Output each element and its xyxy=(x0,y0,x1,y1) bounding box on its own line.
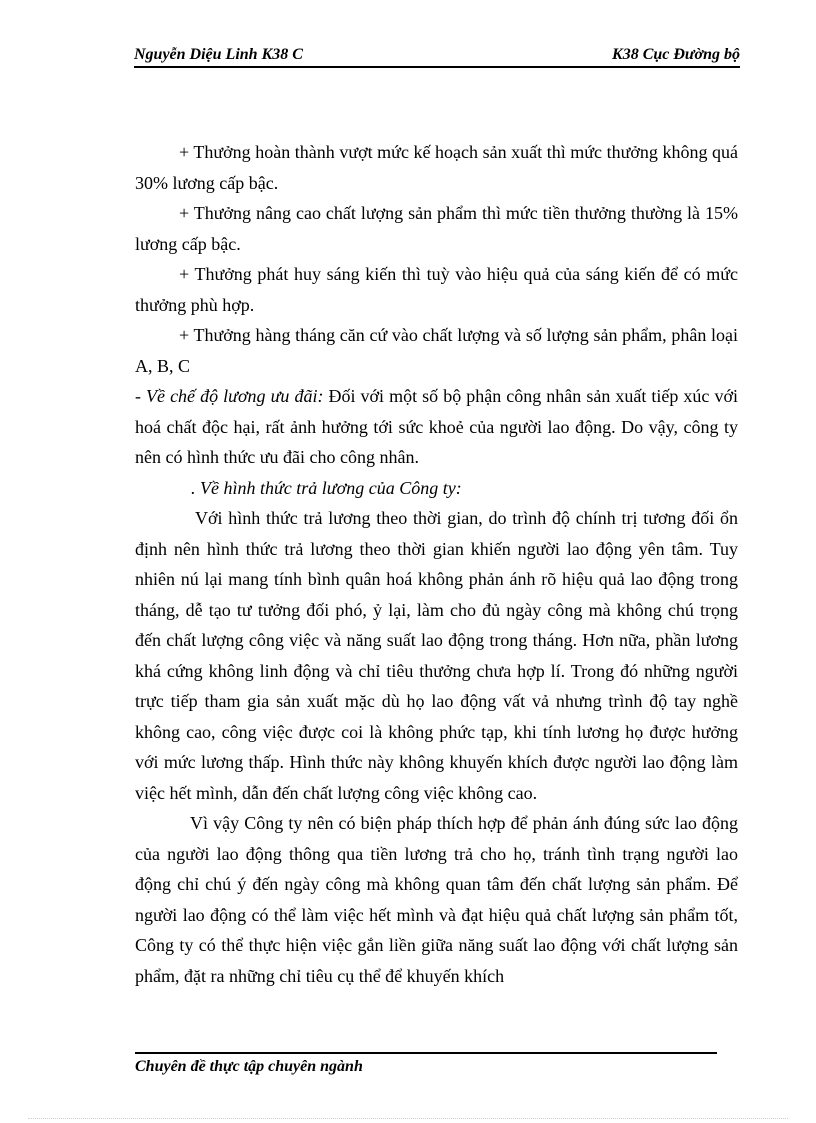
document-body xyxy=(135,137,738,991)
header-author: Nguyễn Diệu Linh K38 C xyxy=(134,46,303,63)
paragraph-time-based-pay: Với hình thức trả lương theo thời gian, do trình độ chính trị tương đối ổn định nên hình thức trả lương theo thời gian khiến người lao động yên tâm. Tuy nhiên nú lại mang tính bình quân hoá không phản ánh rõ hiệu quả lao động trong tháng, dễ tạo tư tưởng đối phó, ỷ lại, làm cho đủ ngày công mà không chú trọng đến chất lượng công việc và năng suất lao động trong tháng. Hơn nữa, phần lương khá cứng không linh động và chỉ tiêu thưởng chưa hợp lí. Trong đó những người trực tiếp tham gia sản xuất mặc dù họ lao động vất vả nhưng trình độ tay nghề không cao, công việc được coi là không phức tạp, khi tính lương họ được hưởng với mức lương thấp. Hình thức này không khuyến khích được người lao động làm việc hết mình, dẫn đến chất lượng công việc không cao. xyxy=(135,508,738,803)
footer-divider xyxy=(135,1052,717,1054)
paragraph-bonus-monthly: + Thưởng hàng tháng căn cứ vào chất lượng và số lượng sản phẩm, phân loại A, B, C xyxy=(135,325,738,376)
paragraph-bonus-plan: + Thưởng hoàn thành vượt mức kế hoạch sản xuất thì mức thưởng không quá 30% lương cấp bậc. xyxy=(135,142,738,193)
page-footer: Chuyên đề thực tập chuyên ngành xyxy=(135,1058,363,1075)
paragraph-preferential-pay xyxy=(135,381,738,473)
paragraph-recommendation: Vì vậy Công ty nên có biện pháp thích hợp để phản ánh đúng sức lao động của người lao động thông qua tiền lương trả cho họ, tránh tình trạng người lao động chỉ chú ý đến ngày công mà không quan tâm đến chất lượng sản phẩm. Để người lao động có thể làm việc hết mình và đạt hiệu quả chất lượng sản phẩm tốt, Công ty có thể thực hiện việc gắn liền giữa năng suất lao động với chất lượng sản phẩm, đặt ra những chỉ tiêu cụ thể để khuyến khích xyxy=(135,813,738,986)
paragraph-bonus-quality: + Thưởng nâng cao chất lượng sản phẩm thì mức tiền thưởng thường là 15% lương cấp bậc. xyxy=(135,203,738,254)
preferential-pay-text: Đối với một số bộ phận công nhân sản xuất tiếp xúc với hoá chất độc hại, rất ảnh hưởng tới sức khoẻ của người lao động. Do vậy, công ty nên có hình thức ưu đãi cho công nhân. xyxy=(135,386,738,467)
page-header xyxy=(134,44,740,68)
paragraph-bonus-initiative: + Thưởng phát huy sáng kiến thì tuỳ vào hiệu quả của sáng kiến để có mức thưởng phù hợp. xyxy=(135,264,738,315)
header-unit: K38 Cục Đường bộ xyxy=(612,46,740,63)
page-bottom-edge xyxy=(28,1118,788,1119)
section-heading-pay-form: . Về hình thức trả lương của Công ty: xyxy=(191,477,462,498)
preferential-pay-lead: - Về chế độ lương ưu đãi: xyxy=(135,386,324,406)
